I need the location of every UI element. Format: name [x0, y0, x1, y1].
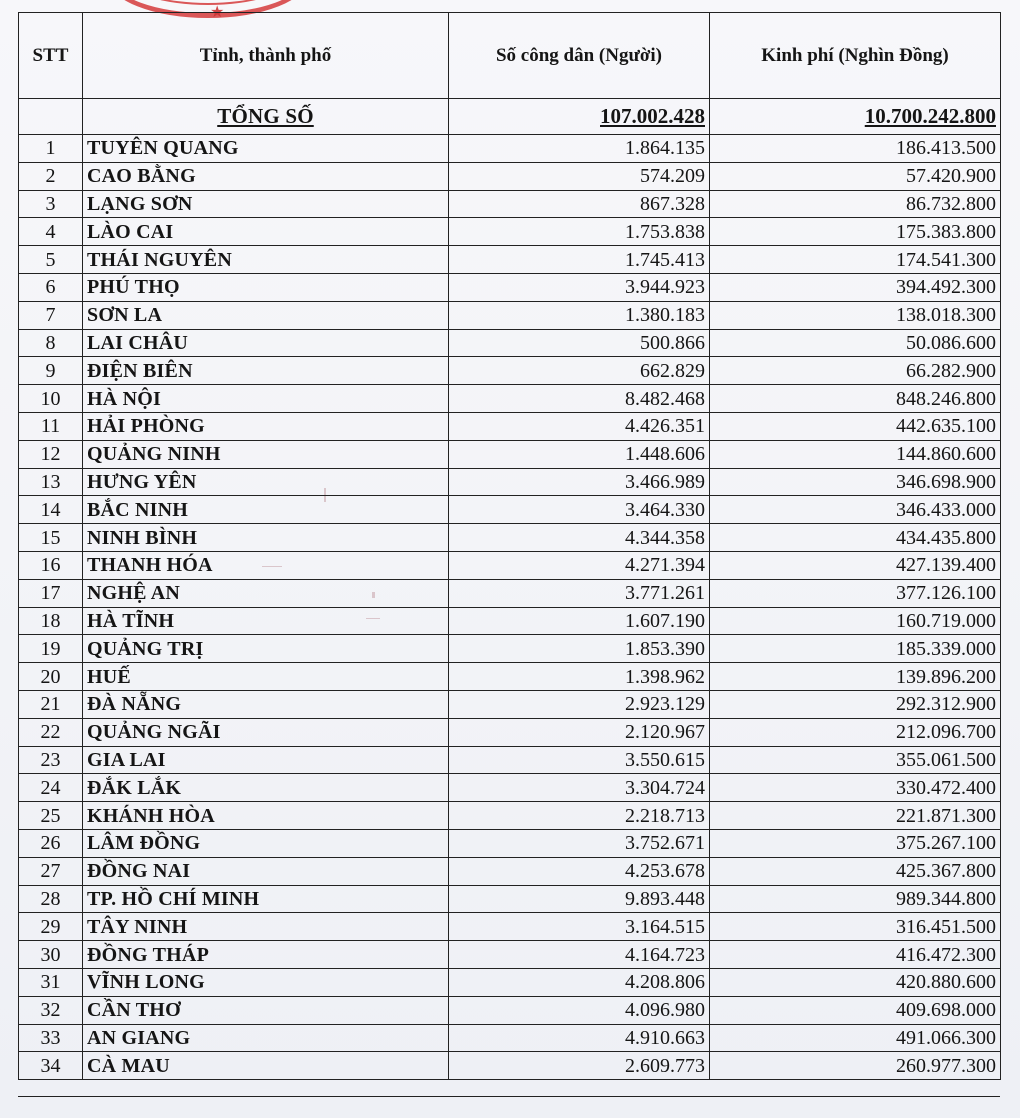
- row-stt: 2: [19, 162, 83, 190]
- row-citizens: 1.448.606: [449, 440, 710, 468]
- row-citizens: 3.466.989: [449, 468, 710, 496]
- citizens-funding-table: [18, 12, 1001, 1080]
- row-stt: 14: [19, 496, 83, 524]
- row-funds: 212.096.700: [710, 718, 1001, 746]
- table-row: [19, 135, 1001, 163]
- row-citizens: 3.164.515: [449, 913, 710, 941]
- total-label-cell: [83, 99, 449, 135]
- row-citizens: 4.910.663: [449, 1024, 710, 1052]
- table-row: [19, 746, 1001, 774]
- row-citizens: 3.944.923: [449, 273, 710, 301]
- row-citizens: 1.853.390: [449, 635, 710, 663]
- row-citizens: 867.328: [449, 190, 710, 218]
- row-province-name: QUẢNG TRỊ: [83, 635, 449, 663]
- table-row: [19, 301, 1001, 329]
- row-funds: 434.435.800: [710, 524, 1001, 552]
- row-province-name: TP. HỒ CHÍ MINH: [83, 885, 449, 913]
- row-stt: 25: [19, 802, 83, 830]
- row-citizens: 1.380.183: [449, 301, 710, 329]
- row-citizens: 2.923.129: [449, 690, 710, 718]
- row-citizens: 4.271.394: [449, 551, 710, 579]
- row-funds: 185.339.000: [710, 635, 1001, 663]
- row-province-name: LAI CHÂU: [83, 329, 449, 357]
- row-citizens: 1.398.962: [449, 663, 710, 691]
- row-province-name: THÁI NGUYÊN: [83, 246, 449, 274]
- bottom-border-line: [18, 1096, 1000, 1097]
- row-funds: 409.698.000: [710, 996, 1001, 1024]
- row-funds: 491.066.300: [710, 1024, 1001, 1052]
- table-row: [19, 774, 1001, 802]
- table-row: [19, 802, 1001, 830]
- row-citizens: 4.344.358: [449, 524, 710, 552]
- row-citizens: 1.864.135: [449, 135, 710, 163]
- row-funds: 316.451.500: [710, 913, 1001, 941]
- row-province-name: PHÚ THỌ: [83, 273, 449, 301]
- row-funds: 346.698.900: [710, 468, 1001, 496]
- table-row: [19, 496, 1001, 524]
- row-funds: 66.282.900: [710, 357, 1001, 385]
- row-province-name: NINH BÌNH: [83, 524, 449, 552]
- table-row: [19, 273, 1001, 301]
- row-citizens: 574.209: [449, 162, 710, 190]
- row-funds: 160.719.000: [710, 607, 1001, 635]
- table-row: [19, 468, 1001, 496]
- row-citizens: 2.218.713: [449, 802, 710, 830]
- row-province-name: CẦN THƠ: [83, 996, 449, 1024]
- table-row: [19, 329, 1001, 357]
- row-funds: 375.267.100: [710, 829, 1001, 857]
- row-funds: 221.871.300: [710, 802, 1001, 830]
- total-row: [19, 99, 1001, 135]
- row-citizens: 500.866: [449, 329, 710, 357]
- column-header-funds: Kinh phí (Nghìn Đồng): [710, 13, 1001, 99]
- table-row: [19, 246, 1001, 274]
- row-citizens: 4.096.980: [449, 996, 710, 1024]
- row-funds: 186.413.500: [710, 135, 1001, 163]
- row-funds: 138.018.300: [710, 301, 1001, 329]
- row-stt: 7: [19, 301, 83, 329]
- row-stt: 8: [19, 329, 83, 357]
- row-citizens: 9.893.448: [449, 885, 710, 913]
- row-province-name: HÀ NỘI: [83, 385, 449, 413]
- row-stt: 4: [19, 218, 83, 246]
- row-funds: 175.383.800: [710, 218, 1001, 246]
- row-citizens: 4.208.806: [449, 968, 710, 996]
- row-province-name: KHÁNH HÒA: [83, 802, 449, 830]
- row-stt: 33: [19, 1024, 83, 1052]
- row-funds: 442.635.100: [710, 412, 1001, 440]
- table-row: [19, 551, 1001, 579]
- row-funds: 425.367.800: [710, 857, 1001, 885]
- row-funds: 377.126.100: [710, 579, 1001, 607]
- row-stt: 27: [19, 857, 83, 885]
- table-row: [19, 607, 1001, 635]
- row-province-name: SƠN LA: [83, 301, 449, 329]
- table-row: [19, 1052, 1001, 1080]
- row-citizens: 3.771.261: [449, 579, 710, 607]
- table-row: [19, 1024, 1001, 1052]
- row-stt: 12: [19, 440, 83, 468]
- row-citizens: 8.482.468: [449, 385, 710, 413]
- row-citizens: 4.164.723: [449, 941, 710, 969]
- row-stt: 21: [19, 690, 83, 718]
- row-funds: 174.541.300: [710, 246, 1001, 274]
- table-header-row: [19, 13, 1001, 99]
- row-province-name: CAO BẰNG: [83, 162, 449, 190]
- row-citizens: 1.753.838: [449, 218, 710, 246]
- row-funds: 260.977.300: [710, 1052, 1001, 1080]
- row-stt: 24: [19, 774, 83, 802]
- row-stt: 22: [19, 718, 83, 746]
- row-province-name: THANH HÓA: [83, 551, 449, 579]
- row-province-name: ĐIỆN BIÊN: [83, 357, 449, 385]
- table-row: [19, 524, 1001, 552]
- table-row: [19, 885, 1001, 913]
- row-province-name: LÀO CAI: [83, 218, 449, 246]
- row-stt: 13: [19, 468, 83, 496]
- row-province-name: NGHỆ AN: [83, 579, 449, 607]
- row-funds: 292.312.900: [710, 690, 1001, 718]
- row-citizens: 2.609.773: [449, 1052, 710, 1080]
- row-province-name: GIA LAI: [83, 746, 449, 774]
- table-row: [19, 412, 1001, 440]
- row-stt: 34: [19, 1052, 83, 1080]
- row-province-name: HƯNG YÊN: [83, 468, 449, 496]
- row-stt: 6: [19, 273, 83, 301]
- table-row: [19, 385, 1001, 413]
- table-row: [19, 941, 1001, 969]
- row-funds: 848.246.800: [710, 385, 1001, 413]
- row-province-name: TUYÊN QUANG: [83, 135, 449, 163]
- row-stt: 10: [19, 385, 83, 413]
- total-funds-cell: [710, 99, 1001, 135]
- row-stt: 26: [19, 829, 83, 857]
- column-header-citizens: Số công dân (Người): [449, 13, 710, 99]
- row-province-name: ĐÀ NẴNG: [83, 690, 449, 718]
- row-citizens: 3.464.330: [449, 496, 710, 524]
- row-citizens: 3.304.724: [449, 774, 710, 802]
- table-row: [19, 913, 1001, 941]
- row-citizens: 1.607.190: [449, 607, 710, 635]
- row-funds: 330.472.400: [710, 774, 1001, 802]
- table-row: [19, 857, 1001, 885]
- table-row: [19, 357, 1001, 385]
- row-province-name: QUẢNG NGÃI: [83, 718, 449, 746]
- row-citizens: 662.829: [449, 357, 710, 385]
- row-province-name: ĐẮK LẮK: [83, 774, 449, 802]
- row-funds: 50.086.600: [710, 329, 1001, 357]
- row-funds: 416.472.300: [710, 941, 1001, 969]
- row-stt: 31: [19, 968, 83, 996]
- row-province-name: QUẢNG NINH: [83, 440, 449, 468]
- table-row: [19, 579, 1001, 607]
- row-province-name: AN GIANG: [83, 1024, 449, 1052]
- table-row: [19, 190, 1001, 218]
- row-funds: 86.732.800: [710, 190, 1001, 218]
- column-header-stt: STT: [19, 13, 83, 99]
- row-stt: 29: [19, 913, 83, 941]
- row-stt: 3: [19, 190, 83, 218]
- row-funds: 144.860.600: [710, 440, 1001, 468]
- table-row: [19, 635, 1001, 663]
- row-funds: 989.344.800: [710, 885, 1001, 913]
- table-row: [19, 829, 1001, 857]
- total-citizens-cell: [449, 99, 710, 135]
- row-citizens: 2.120.967: [449, 718, 710, 746]
- row-stt: 30: [19, 941, 83, 969]
- table-row: [19, 162, 1001, 190]
- row-province-name: CÀ MAU: [83, 1052, 449, 1080]
- row-province-name: LẠNG SƠN: [83, 190, 449, 218]
- row-funds: 57.420.900: [710, 162, 1001, 190]
- row-stt: 1: [19, 135, 83, 163]
- total-label: TỔNG SỐ: [217, 104, 314, 128]
- row-province-name: BẮC NINH: [83, 496, 449, 524]
- row-stt: 18: [19, 607, 83, 635]
- row-province-name: ĐỒNG NAI: [83, 857, 449, 885]
- row-stt: 20: [19, 663, 83, 691]
- row-stt: 28: [19, 885, 83, 913]
- row-province-name: HUẾ: [83, 663, 449, 691]
- row-funds: 394.492.300: [710, 273, 1001, 301]
- row-stt: 19: [19, 635, 83, 663]
- row-province-name: TÂY NINH: [83, 913, 449, 941]
- row-citizens: 1.745.413: [449, 246, 710, 274]
- row-stt: 23: [19, 746, 83, 774]
- row-citizens: 3.550.615: [449, 746, 710, 774]
- row-funds: 355.061.500: [710, 746, 1001, 774]
- row-stt: 11: [19, 412, 83, 440]
- row-stt: 17: [19, 579, 83, 607]
- table-row: [19, 968, 1001, 996]
- seal-star-icon: ★: [210, 2, 225, 21]
- row-citizens: 4.253.678: [449, 857, 710, 885]
- row-province-name: HẢI PHÒNG: [83, 412, 449, 440]
- table-row: [19, 690, 1001, 718]
- total-funds: 10.700.242.800: [864, 104, 996, 128]
- row-province-name: HÀ TĨNH: [83, 607, 449, 635]
- row-stt: 32: [19, 996, 83, 1024]
- table-row: [19, 996, 1001, 1024]
- row-province-name: ĐỒNG THÁP: [83, 941, 449, 969]
- column-header-province: Tỉnh, thành phố: [83, 13, 449, 99]
- row-funds: 427.139.400: [710, 551, 1001, 579]
- row-province-name: VĨNH LONG: [83, 968, 449, 996]
- row-funds: 139.896.200: [710, 663, 1001, 691]
- row-stt: 5: [19, 246, 83, 274]
- row-funds: 346.433.000: [710, 496, 1001, 524]
- row-province-name: LÂM ĐỒNG: [83, 829, 449, 857]
- table-row: [19, 218, 1001, 246]
- total-stt-cell: [19, 99, 83, 135]
- table-row: [19, 718, 1001, 746]
- row-stt: 15: [19, 524, 83, 552]
- table-row: [19, 440, 1001, 468]
- total-citizens: 107.002.428: [600, 104, 705, 128]
- row-citizens: 3.752.671: [449, 829, 710, 857]
- row-stt: 16: [19, 551, 83, 579]
- table-row: [19, 663, 1001, 691]
- row-citizens: 4.426.351: [449, 412, 710, 440]
- row-stt: 9: [19, 357, 83, 385]
- row-funds: 420.880.600: [710, 968, 1001, 996]
